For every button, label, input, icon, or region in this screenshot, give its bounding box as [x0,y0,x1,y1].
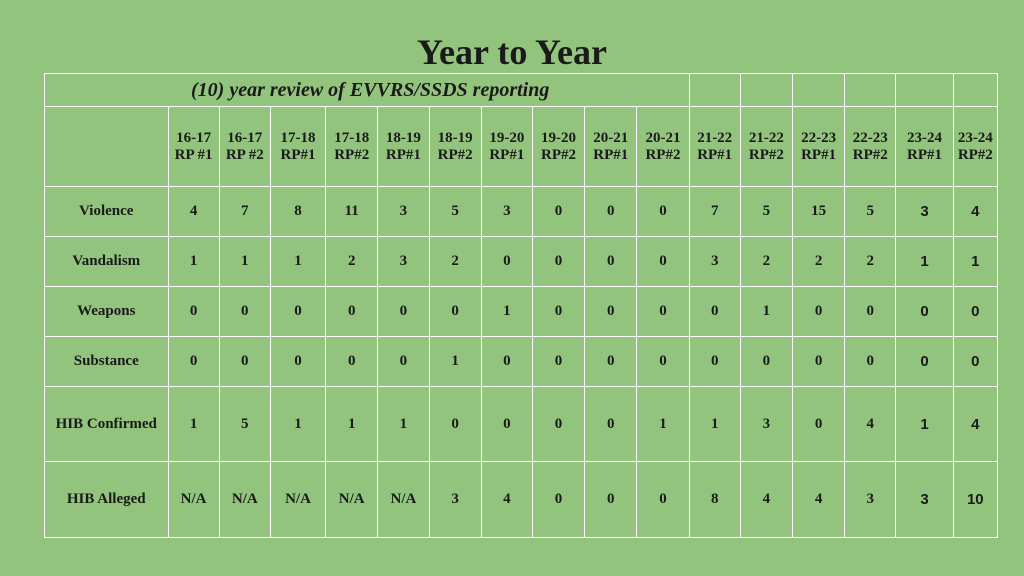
table-cell: 0 [689,337,740,387]
corner-cell [45,107,169,187]
table-cell: N/A [219,462,270,538]
column-header-year: 22-23 [801,129,837,146]
column-header-year: 22-23 [852,129,888,146]
table-cell: 3 [740,387,792,462]
table-cell: 3 [689,237,740,287]
table-cell: 0 [429,387,481,462]
table-cell: 0 [585,387,637,462]
table-cell: 0 [953,287,997,337]
table-cell: 5 [429,187,481,237]
column-header-year: 21-22 [748,129,784,146]
table-cell: 1 [896,387,953,462]
table-cell: 0 [378,287,429,337]
table-cell: 0 [896,287,953,337]
column-header-period: RP#2 [957,146,993,163]
data-table [44,73,998,538]
column-header [168,107,219,187]
column-header-period: RP#2 [645,146,681,163]
column-header-period: RP#1 [280,146,316,163]
table-cell: 0 [637,462,689,538]
table-row [45,462,998,538]
table-cell: 0 [637,187,689,237]
column-header-year: 16-17 [176,129,212,146]
subtitle-row [45,74,998,107]
empty-cell [793,74,845,107]
table-cell: 4 [481,462,532,538]
column-header [429,107,481,187]
row-label: Weapons [45,287,169,337]
row-label: Violence [45,187,169,237]
table-cell: 1 [429,337,481,387]
row-label: HIB Alleged [45,462,169,538]
table-cell: 5 [740,187,792,237]
table-cell: 2 [845,237,896,287]
table-cell: 15 [793,187,845,237]
table-cell: 1 [896,237,953,287]
column-header [532,107,584,187]
table-cell: 0 [953,337,997,387]
table-cell: 3 [896,187,953,237]
table-cell: 0 [219,287,270,337]
column-header-period: RP#2 [541,146,577,163]
table-cell: 5 [845,187,896,237]
table-cell: 0 [532,187,584,237]
row-label: Vandalism [45,237,169,287]
table-cell: 0 [326,287,378,337]
column-header-period: RP#1 [801,146,837,163]
table-cell: 1 [740,287,792,337]
table-cell: 1 [689,387,740,462]
table-cell: 0 [637,237,689,287]
table-cell: 0 [270,287,325,337]
table-cell: 0 [532,287,584,337]
column-header-year: 20-21 [593,129,629,146]
table-cell: 3 [429,462,481,538]
column-header-year: 18-19 [437,129,473,146]
column-header [326,107,378,187]
column-header-period: RP#2 [437,146,473,163]
column-header [689,107,740,187]
column-header [953,107,997,187]
column-header-period: RP #1 [174,146,213,163]
table-row [45,187,998,237]
table-row [45,287,998,337]
column-header-year: 18-19 [385,129,421,146]
column-header [378,107,429,187]
table-cell: 0 [793,287,845,337]
empty-cell [845,74,896,107]
table-cell: 1 [270,387,325,462]
column-header-year: 23-24 [957,129,993,146]
table-cell: 0 [532,462,584,538]
column-header [219,107,270,187]
row-label: HIB Confirmed [45,387,169,462]
table-cell: 0 [532,387,584,462]
table-row [45,387,998,462]
table-cell: N/A [378,462,429,538]
table-cell: 1 [168,387,219,462]
table-cell: 0 [845,337,896,387]
table-cell: 0 [326,337,378,387]
column-header [845,107,896,187]
column-header [637,107,689,187]
empty-cell [953,74,997,107]
table-cell: 4 [953,387,997,462]
column-header-period: RP#1 [593,146,629,163]
column-header-year: 19-20 [541,129,577,146]
table-cell: 5 [219,387,270,462]
column-header-period: RP#1 [697,146,733,163]
subtitle: (10) year review of EVVRS/SSDS reporting [45,74,690,107]
column-header [585,107,637,187]
table-cell: 7 [219,187,270,237]
table-cell: 8 [689,462,740,538]
table-cell: 10 [953,462,997,538]
table-cell: 0 [740,337,792,387]
column-header-year: 21-22 [697,129,733,146]
table-body [45,74,998,538]
table-cell: 0 [637,287,689,337]
table-cell: 0 [585,287,637,337]
table-cell: N/A [326,462,378,538]
table-cell: 0 [429,287,481,337]
table-cell: 3 [378,187,429,237]
table-cell: 0 [896,337,953,387]
table-cell: 1 [326,387,378,462]
table-cell: 0 [689,287,740,337]
table-cell: 3 [481,187,532,237]
table-cell: 3 [845,462,896,538]
header-row [45,107,998,187]
column-header-period: RP#1 [907,146,943,163]
page-title: Year to Year [417,32,607,72]
table-cell: N/A [270,462,325,538]
table-cell: 8 [270,187,325,237]
table-cell: 0 [532,237,584,287]
table-row [45,237,998,287]
table-cell: 1 [270,237,325,287]
table-cell: 0 [270,337,325,387]
table-cell: 1 [378,387,429,462]
table-cell: 1 [168,237,219,287]
table-cell: N/A [168,462,219,538]
column-header-year: 20-21 [645,129,681,146]
table-cell: 11 [326,187,378,237]
table-cell: 0 [585,237,637,287]
table-cell: 0 [532,337,584,387]
column-header-period: RP #2 [225,146,264,163]
table-cell: 0 [845,287,896,337]
empty-cell [740,74,792,107]
table-cell: 0 [585,462,637,538]
table-cell: 0 [585,337,637,387]
table-cell: 1 [219,237,270,287]
column-header-year: 17-18 [334,129,370,146]
table-cell: 0 [793,387,845,462]
table-cell: 1 [953,237,997,287]
table-cell: 2 [793,237,845,287]
table-cell: 0 [585,187,637,237]
column-header [740,107,792,187]
table-cell: 2 [740,237,792,287]
column-header [270,107,325,187]
table-cell: 0 [793,337,845,387]
table-cell: 4 [740,462,792,538]
table-cell: 0 [481,387,532,462]
column-header-period: RP#2 [852,146,888,163]
column-header [793,107,845,187]
empty-cell [689,74,740,107]
table-row [45,337,998,387]
table-cell: 4 [168,187,219,237]
column-header-year: 17-18 [280,129,316,146]
table-cell: 0 [168,287,219,337]
table-cell: 4 [793,462,845,538]
table-cell: 4 [845,387,896,462]
table-cell: 3 [896,462,953,538]
table-cell: 0 [481,337,532,387]
table-cell: 0 [219,337,270,387]
column-header [481,107,532,187]
column-header-period: RP#2 [334,146,370,163]
column-header-year: 23-24 [907,129,943,146]
table-cell: 0 [637,337,689,387]
table-cell: 3 [378,237,429,287]
column-header-period: RP#1 [385,146,421,163]
column-header-period: RP#2 [748,146,784,163]
empty-cell [896,74,953,107]
table-cell: 7 [689,187,740,237]
column-header-year: 16-17 [227,129,263,146]
table-cell: 1 [637,387,689,462]
table-cell: 0 [481,237,532,287]
table-cell: 2 [326,237,378,287]
table-cell: 2 [429,237,481,287]
table-cell: 4 [953,187,997,237]
column-header-year: 19-20 [489,129,525,146]
column-header [896,107,953,187]
row-label: Substance [45,337,169,387]
column-header-period: RP#1 [489,146,525,163]
table-cell: 1 [481,287,532,337]
table-cell: 0 [378,337,429,387]
table-cell: 0 [168,337,219,387]
